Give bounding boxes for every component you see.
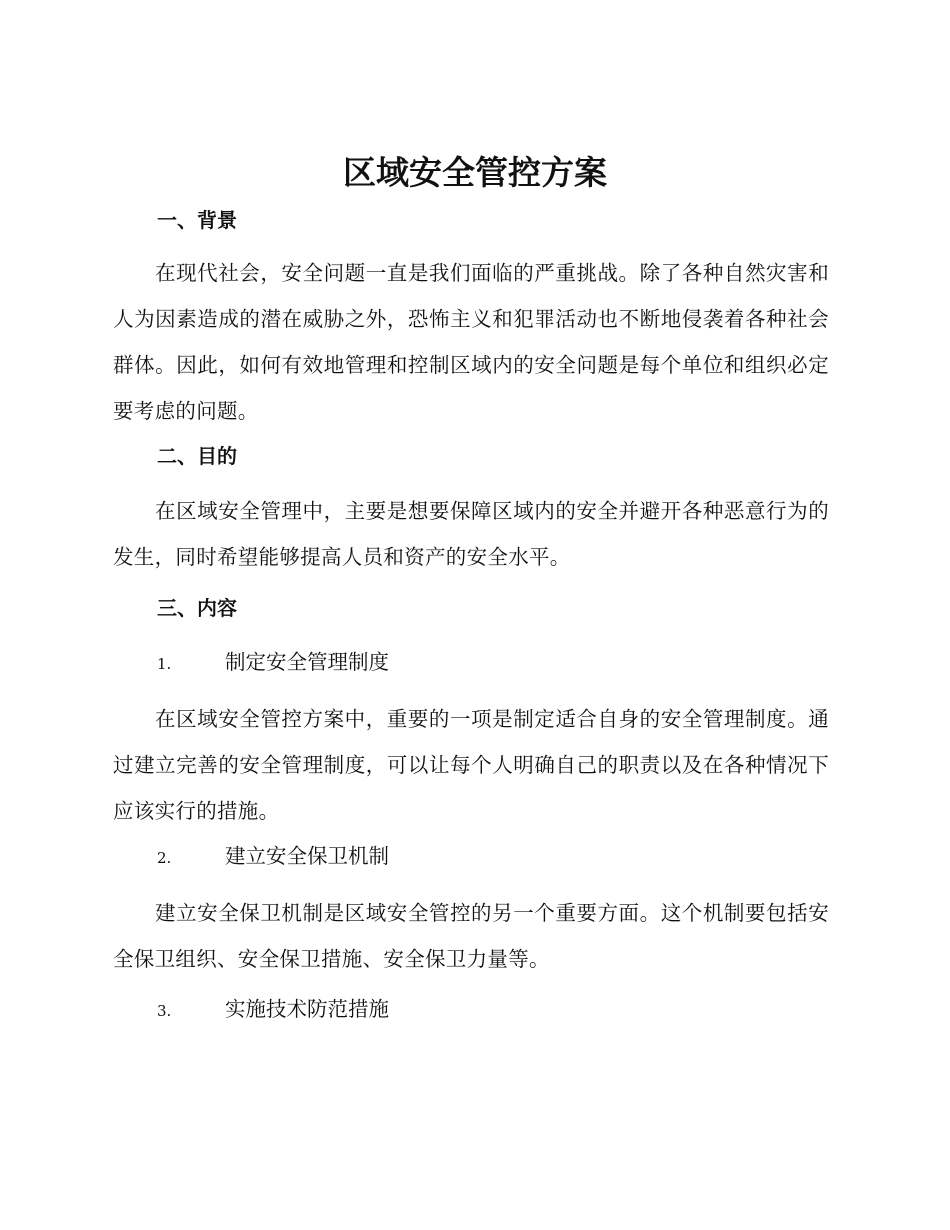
section-heading-background: 一、背景 <box>157 208 237 232</box>
list-item-3 <box>157 995 389 1025</box>
list-item-2 <box>157 842 389 872</box>
section-heading-content: 三、内容 <box>157 596 237 620</box>
list-number: 1. <box>157 655 172 673</box>
paragraph-purpose: 在区域安全管理中，主要是想要保障区域内的安全并避开各种恶意行为的发生，同时希望能够提高人员和资产的安全水平。 <box>113 499 829 569</box>
list-item-label: 建立安全保卫机制 <box>225 844 389 868</box>
paragraph-background: 在现代社会，安全问题一直是我们面临的严重挑战。除了各种自然灾害和人为因素造成的潜在威胁之外，恐怖主义和犯罪活动也不断地侵袭着各种社会群体。因此，如何有效地管理和控制区域内的安全问题是每个单位和组织必定要考虑的问题。 <box>113 261 829 423</box>
list-number: 2. <box>157 849 172 867</box>
list-item-1 <box>157 648 389 678</box>
list-item-label: 制定安全管理制度 <box>225 650 389 674</box>
paragraph-item-1: 在区域安全管控方案中，重要的一项是制定适合自身的安全管理制度。通过建立完善的安全管理制度，可以让每个人明确自己的职责以及在各种情况下应该实行的措施。 <box>113 707 829 823</box>
list-number: 3. <box>157 1002 172 1020</box>
document-title: 区域安全管控方案 <box>343 153 607 192</box>
paragraph-item-2: 建立安全保卫机制是区域安全管控的另一个重要方面。这个机制要包括安全保卫组织、安全保卫措施、安全保卫力量等。 <box>113 901 829 971</box>
section-heading-purpose: 二、目的 <box>157 444 237 468</box>
list-item-label: 实施技术防范措施 <box>225 997 389 1021</box>
